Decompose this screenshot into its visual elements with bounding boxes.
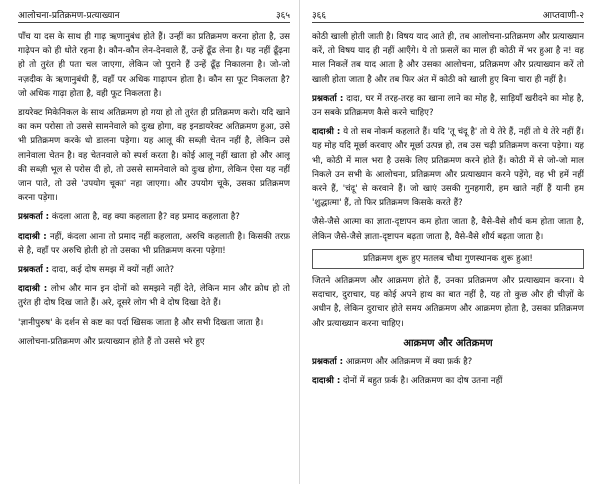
paragraph: जैसे-जैसे आत्मा का ज्ञाता-दृष्टापन कम होता जाता है, वैसे-वैसे शौर्य कम होता जाता है, लेकिन जैसे-जैसे ज्ञाता-दृष्टापन बढ़ता जाता है, वैसे-वैसे शौर्य बढ़ता जाता है। — [312, 217, 584, 242]
questioner-label: प्रश्नकर्ता : — [18, 265, 50, 276]
right-page-number: ३६६ — [312, 11, 327, 21]
left-running-header — [18, 8, 290, 23]
boxed-quote: प्रतिक्रमण शुरू हुए मतलब चौथा गुणस्थानक शुरू हुआ! — [312, 249, 584, 269]
answer — [312, 374, 584, 388]
answer-text: नहीं, कंदला आना तो प्रमाद नहीं कहलाता, अरुचि कहलाती है। किसकी तरफ़ से है, वहाँ पर अरुचि होती हो तो उसका भी प्रतिक्रमण करना पड़ेगा! — [18, 231, 290, 256]
question — [18, 263, 290, 277]
left-body-text — [18, 30, 290, 354]
answer — [18, 230, 290, 258]
paragraph: जितने अतिक्रमण और आक्रमण होते हैं, उनका प्रतिक्रमण और प्रत्याख्यान करना। ये सदाचार, दुराचार, यह कोई अपने हाथ का बात नहीं है, यह तो कुछ और ही चीज़ों के अधीन है, लेकिन दुराचार होते समय अतिक्रमण और आक्रमण होता है, उसका प्रतिक्रमण और प्रत्याख्यान करना चाहिए। — [312, 276, 584, 329]
question — [18, 210, 290, 224]
paragraph: 'ज्ञानीपुरुष' के दर्शन से कष्ट का पर्दा खिसक जाता है और सभी दिखता जाता है। — [18, 317, 264, 328]
question-text: दादा, कई दोष समझ में क्यों नहीं आते? — [49, 265, 175, 276]
left-page — [18, 0, 290, 484]
answer-text: ये तो सब नोकर्म कहलाते हैं। यदि 'तू चंदू है' तो ये तेरे हैं, नहीं तो ये तेरे नहीं हैं। यह मोह यदि मूर्छा करवाए और मूर्छा उत्पन्न हो, तब उस चढ़ी प्रतिक्रमण करना पड़ेगा। यह भी, कोठी में माल भरा है उसके लिए प्रतिक्रमण करने होते हैं। कोठी में से जो-जो माल निकले उन सभी के आलोचना, प्रतिक्रमण और प्रत्याख्यान करने पड़ेंगे, वह भी हमें नहीं करने हैं, 'चंदू' से करवाने हैं। जो खाएं उसकी गुनहगारी, हम खाते नहीं हैं यानी हम 'शुद्धात्मा' हैं, तो फिर प्रतिक्रमण किसके करते हैं? — [312, 127, 584, 209]
right-page — [312, 0, 584, 484]
questioner-label: प्रश्नकर्ता : — [18, 212, 50, 223]
dadashri-label: दादाश्री : — [312, 127, 341, 138]
dadashri-label: दादाश्री : — [18, 231, 47, 242]
question-text: कंदला आता है, वह क्या कहलाता है? वह प्रमाद कहलाता है? — [49, 212, 240, 223]
questioner-label: प्रश्नकर्ता : — [312, 93, 344, 104]
right-running-header — [312, 8, 584, 23]
answer — [312, 125, 584, 210]
left-page-number: ३६५ — [275, 11, 290, 21]
right-header-title: आप्तवाणी-२ — [542, 11, 584, 21]
right-body-text — [312, 30, 584, 393]
paragraph: कोठी खाली होती जाती है। विषय याद आते ही, तब आलोचना-प्रतिक्रमण और प्रत्याख्यान करें, तो विषय याद ही नहीं आएँगे। ये तो फ़सलें का माल ही कोठी में भर हुआ है न! वह माल निकलें तब याद आता है और उसका आलोचना, प्रतिक्रमण और प्रत्याख्यान करें तो खाली होता जाता है और तब फिर अंत में कोठी को खाली हुए बिना चारा ही नहीं है। — [312, 32, 584, 85]
question-text: आक्रमण और अतिक्रमण में क्या फ़र्क है? — [343, 357, 473, 368]
answer-text: दोनों में बहुत फ़र्क है। अतिक्रमण का दोष उतना नहीं — [340, 376, 503, 387]
question — [312, 355, 584, 369]
answer — [18, 282, 290, 310]
left-header-title: आलोचना-प्रतिक्रमण-प्रत्याख्यान — [18, 11, 120, 21]
dadashri-label: दादाश्री : — [312, 376, 341, 387]
paragraph: पाँच या दस के साथ ही गाढ़ ऋणानुबंध होते हैं। उन्हीं का प्रतिक्रमण करना होता है, उस गाढ़ेपन को ही धोते रहना है। कौन-कौन लेन-देनवाले हैं, उन्हें ढूँढ लेना है। यह नहीं ढूँढ़ना हो तो तुरंत ही पता चल जाएगा, लेकिन जो पुराने हैं उन्हें ढूँढ़ निकालना है। जो-जो नज़दीक के ऋणानुबंधी हैं, वहाँ पर अधिक गाढ़ापन होता है। कौन सा फूट निकलता है? जो अधिक गाढ़ा होता है, वही फूट निकलता है। — [18, 32, 290, 99]
page-gutter — [299, 0, 300, 484]
questioner-label: प्रश्नकर्ता : — [312, 357, 344, 368]
answer-text: लोभ और मान इन दोनों को समझने नहीं देते, लेकिन मान और क्रोध हो तो तुरंत ही दोष दिख जाते हैं। अरे, दूसरे लोग भी वे दोष दिखा देते हैं। — [18, 284, 290, 309]
paragraph: आलोचना-प्रतिक्रमण और प्रत्याख्यान होते हैं तो उससे भरे हुए — [18, 336, 205, 347]
question-text: दादा, घर में तरह-तरह का खाना लाने का मोह है, साड़ियाँ खरीदने का मोह है, उन सबके प्रतिक्रमण कैसे करने चाहिए? — [312, 93, 584, 119]
question — [312, 92, 584, 120]
paragraph: डायरेक्ट मिकेनिकल के साथ अतिक्रमण हो गया हो तो तुरंत ही प्रतिक्रमण करो। यदि खाने का कम परोसा तो उससे सामनेवाले को दुःख होगा, वह इनडायरेक्ट अतिक्रमण हुआ, उसे भी प्रतिक्रमण करके धो डालना पड़ेगा। यह आलू की सब्ज़ी चेतन नहीं है, लेकिन उसे लानेवाला चेतन है। वह चेतनवाले को स्पर्श करता है। कोई आलू नहीं खाता हो और आलू की सब्ज़ी भूल से परोस दी हो, तो उससे सामनेवाले को दुःख होगा, लेकिन ऐसा यह नहीं जान पाते, तो उसे 'उपयोग चूका' नहा जाएगा। और उपयोग चूके, उसका प्रतिक्रमण करना पड़ेगा। — [18, 108, 290, 204]
section-heading: आक्रमण और अतिक्रमण — [403, 337, 493, 349]
dadashri-label: दादाश्री : — [18, 284, 48, 295]
